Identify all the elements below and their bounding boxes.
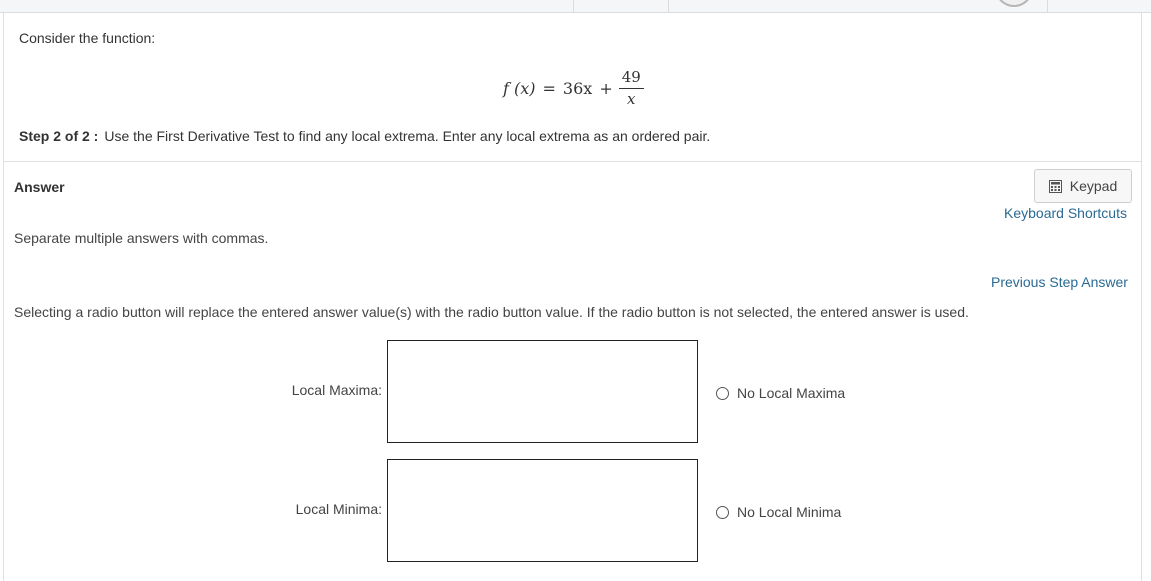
- keypad-label: Keypad: [1069, 178, 1118, 194]
- formula-plus: +: [599, 78, 613, 98]
- toolbar-round-button[interactable]: [996, 0, 1032, 7]
- keyboard-shortcuts-link[interactable]: Keyboard Shortcuts: [1004, 205, 1127, 221]
- local-maxima-input[interactable]: [387, 340, 698, 443]
- question-intro: Consider the function:: [19, 30, 156, 46]
- no-local-minima-label: No Local Minima: [737, 504, 842, 520]
- toolbar-divider: [573, 0, 574, 12]
- radio-button-icon[interactable]: [716, 387, 729, 400]
- keypad-button[interactable]: [1034, 169, 1132, 203]
- step-label: Step 2 of 2 :: [19, 128, 99, 144]
- formula-term1: 36x: [562, 78, 593, 98]
- local-minima-label: Local Minima:: [295, 501, 382, 517]
- step-instruction: [19, 128, 710, 144]
- step-text: Use the First Derivative Test to find any local extrema. Enter any local extrema as an ordered pair.: [104, 128, 711, 144]
- formula-fraction: [619, 68, 644, 108]
- function-formula: [503, 66, 644, 110]
- no-local-maxima-label: No Local Maxima: [737, 385, 846, 401]
- top-toolbar: [0, 0, 1151, 13]
- formula-equals: =: [542, 78, 556, 98]
- fraction-numerator: 49: [619, 68, 644, 89]
- calculator-icon: [1049, 180, 1062, 193]
- radio-button-icon[interactable]: [716, 506, 729, 519]
- fraction-denominator: x: [627, 90, 636, 108]
- separate-answers-note: Separate multiple answers with commas.: [14, 230, 269, 246]
- no-local-minima-option[interactable]: [716, 504, 841, 520]
- toolbar-divider: [668, 0, 669, 12]
- toolbar-divider: [1047, 0, 1048, 12]
- radio-button-note: Selecting a radio button will replace the entered answer value(s) with the radio button value. If the radio button is not selected, the entered answer is used.: [14, 304, 969, 320]
- previous-step-answer-link[interactable]: Previous Step Answer: [991, 274, 1128, 290]
- local-maxima-label: Local Maxima:: [291, 382, 382, 398]
- no-local-maxima-option[interactable]: [716, 385, 845, 401]
- formula-lhs: f (x): [503, 78, 536, 98]
- answer-heading: Answer: [14, 179, 65, 195]
- local-minima-input[interactable]: [387, 459, 698, 562]
